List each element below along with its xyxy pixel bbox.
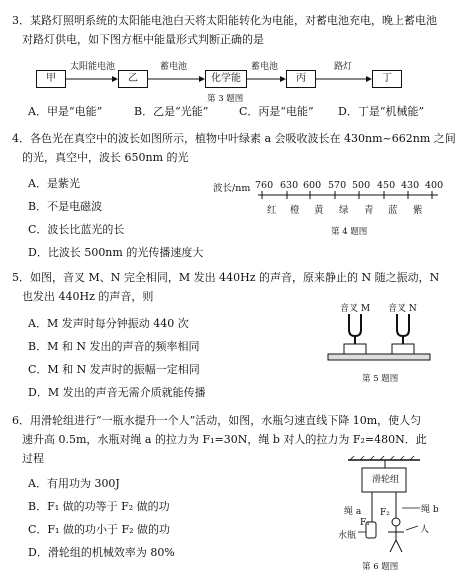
color-red: 红 <box>267 205 277 216</box>
q6-option-d: D．滑轮组的机械效率为 80% <box>28 546 175 559</box>
q5-option-b: B．M 和 N 发出的声音的频率相同 <box>28 340 200 353</box>
q6-option-a: A．有用功为 300J <box>28 477 120 490</box>
q6-option-b: B．F₁ 做的功等于 F₂ 做的功 <box>28 500 170 513</box>
color-yellow: 黄 <box>314 205 324 216</box>
color-blue: 蓝 <box>388 205 398 216</box>
q3-option-a: A．甲是“电能” <box>28 105 103 118</box>
f2-label: F₂ <box>380 508 390 518</box>
color-cyan: 青 <box>364 205 374 216</box>
q6-option-c: C．F₁ 做的功小于 F₂ 做的功 <box>28 523 170 536</box>
q4-option-b: B．不是电磁波 <box>28 200 103 213</box>
q6-line3: 过程 <box>22 452 44 465</box>
q3-arrows <box>0 0 462 100</box>
arrow-label-street-lamp: 路灯 <box>334 62 353 72</box>
q5-line2: 也发出 440Hz 的声音，则 <box>22 290 154 303</box>
arrow-label-battery-2: 蓄电池 <box>251 62 279 72</box>
q5-line1: 5．如图，音叉 M、N 完全相同，M 发出 440Hz 的声音，原来静止的 N 随之振动，N <box>12 271 440 284</box>
q6-caption: 第 6 题图 <box>362 562 399 572</box>
q4-line2: 的光，真空中，波长 650nm 的光 <box>22 151 189 164</box>
q5-caption: 第 5 题图 <box>362 374 399 384</box>
f1-label: F₁ <box>360 518 370 528</box>
wavelength-500: 500 <box>352 180 371 191</box>
arrow-label-solar-cell: 太阳能电池 <box>70 62 116 72</box>
box-ding: 丁 <box>372 70 402 88</box>
person-label: 人 <box>420 525 430 535</box>
rope-b-label: 绳 b <box>421 505 439 515</box>
q4-option-d: D．比波长 500nm 的光传播速度大 <box>28 246 204 259</box>
wavelength-760: 760 <box>255 180 274 191</box>
box-chemical-energy: 化学能 <box>205 70 247 88</box>
rope-a-label: 绳 a <box>344 507 362 517</box>
box-jia: 甲 <box>36 70 66 88</box>
wavelength-570: 570 <box>328 180 347 191</box>
q5-option-d: D．M 发出的声音无需介质就能传播 <box>28 386 206 399</box>
q5-option-c: C．M 和 N 发声时的振幅一定相同 <box>28 363 200 376</box>
q5-option-a: A．M 发声时每分钟振动 440 次 <box>28 317 189 330</box>
bottle-label: 水瓶 <box>338 531 357 541</box>
q4-caption: 第 4 题图 <box>331 227 368 237</box>
q4-option-a: A．是紫光 <box>28 177 80 190</box>
color-violet: 紫 <box>413 205 423 216</box>
color-orange: 橙 <box>290 205 300 216</box>
q3-option-c: C．丙是“电能” <box>239 105 314 118</box>
q3-caption: 第 3 题图 <box>207 94 244 104</box>
q4-line1: 4．各色光在真空中的波长如图所示，植物中叶绿素 a 会吸收波长在 430nm~662nm 之间 <box>12 132 456 145</box>
wavelength-400: 400 <box>425 180 444 191</box>
wavelength-630: 630 <box>280 180 299 191</box>
q6-line1: 6．用滑轮组进行“一瓶水提升一个人”活动，如图，水瓶匀速直线下降 10m，使人匀 <box>12 414 422 427</box>
wavelength-450: 450 <box>377 180 396 191</box>
box-bing: 丙 <box>286 70 316 88</box>
q3-line2: 对路灯供电，如下图方框中能量形式判断正确的是 <box>22 33 264 46</box>
wavelength-600: 600 <box>303 180 322 191</box>
q4-option-c: C．波长比蓝光的长 <box>28 223 125 236</box>
q6-line2: 速升高 0.5m，水瓶对绳 a 的拉力为 F₁=30N，绳 b 对人的拉力为 F₂=480N．此 <box>22 433 427 446</box>
q3-option-b: B．乙是“光能” <box>134 105 209 118</box>
spectrum-scale <box>250 191 450 201</box>
fork-m-label: 音叉 M <box>340 304 371 314</box>
pulley-block-label: 滑轮组 <box>372 475 400 485</box>
spectrum-unit-label: 波长/nm <box>213 183 251 194</box>
tuning-forks-figure <box>325 312 435 372</box>
wavelength-430: 430 <box>401 180 420 191</box>
arrow-label-battery-1: 蓄电池 <box>160 62 188 72</box>
box-yi: 乙 <box>118 70 148 88</box>
q3-option-d: D．丁是“机械能” <box>338 105 425 118</box>
q3-line1: 3．某路灯照明系统的太阳能电池白天将太阳能转化为电能，对蓄电池充电，晚上蓄电池 <box>12 14 437 27</box>
fork-n-label: 音叉 N <box>388 304 417 314</box>
color-green: 绿 <box>339 205 349 216</box>
